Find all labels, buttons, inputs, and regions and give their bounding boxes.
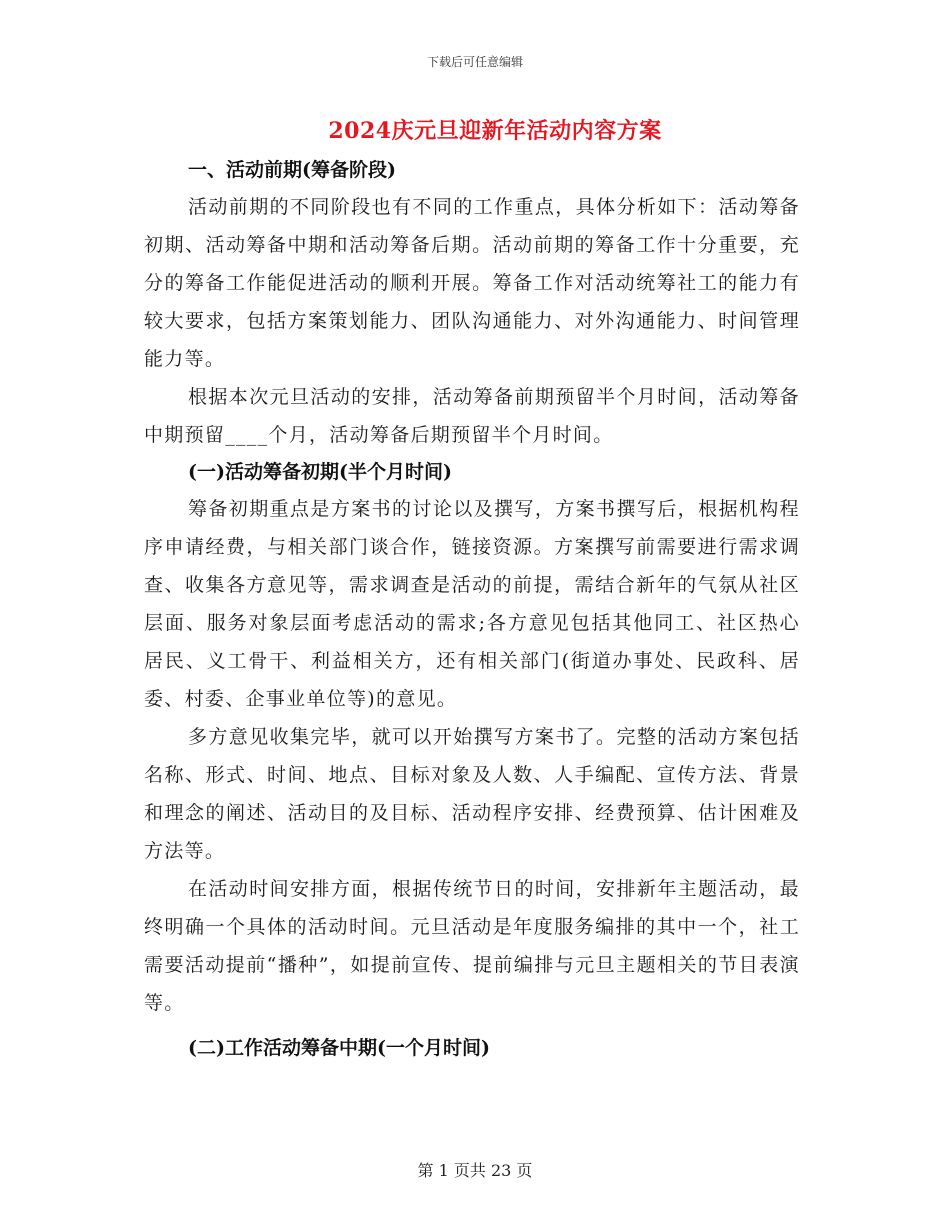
paragraph: 活动前期的不同阶段也有不同的工作重点，具体分析如下：活动筹备初期、活动筹备中期和活动筹备后期。活动前期的筹备工作十分重要，充分的筹备工作能促进活动的顺利开展。筹备工作对活动统筹社工的能力有较大要求，包括方案策划能力、团队沟通能力、对外沟通能力、时间管理能力等。 (144, 196, 800, 370)
paragraph: 多方意见收集完毕，就可以开始撰写方案书了。完整的活动方案包括名称、形式、时间、地点、目标对象及人数、人手编配、宣传方法、背景和理念的阐述、活动目的及目标、活动程序安排、经费预算、估计困难及方法等。 (144, 726, 800, 862)
document-body (144, 152, 800, 1066)
subsection-heading-early: (一)活动筹备初期(半个月时间) (188, 461, 452, 483)
paragraph: 在活动时间安排方面，根据传统节日的时间，安排新年主题活动，最终明确一个具体的活动时间。元旦活动是年度服务编排的其中一个，社工需要活动提前“播种”，如提前宣传、提前编排与元旦主题相关的节目表演等。 (144, 878, 800, 1014)
page-footer: 第 1 页共 23 页 (417, 1161, 533, 1180)
subsection-heading-middle: (二)工作活动筹备中期(一个月时间) (188, 1037, 490, 1059)
section-heading-preparation: 一、活动前期(筹备阶段) (188, 159, 396, 181)
paragraph: 筹备初期重点是方案书的讨论以及撰写，方案书撰写后，根据机构程序申请经费，与相关部门谈合作，链接资源。方案撰写前需要进行需求调查、收集各方意见等，需求调查是活动的前提，需结合新年的气氛从社区层面、服务对象层面考虑活动的需求;各方意见包括其他同工、社区热心居民、义工骨干、利益相关方，还有相关部门(街道办事处、民政科、居委、村委、企事业单位等)的意见。 (144, 498, 800, 710)
paragraph: 根据本次元旦活动的安排，活动筹备前期预留半个月时间，活动筹备中期预留____个月，活动筹备后期预留半个月时间。 (144, 386, 800, 446)
header-note: 下载后可任意编辑 (426, 55, 523, 69)
document-title: 2024庆元旦迎新年活动内容方案 (328, 118, 662, 144)
